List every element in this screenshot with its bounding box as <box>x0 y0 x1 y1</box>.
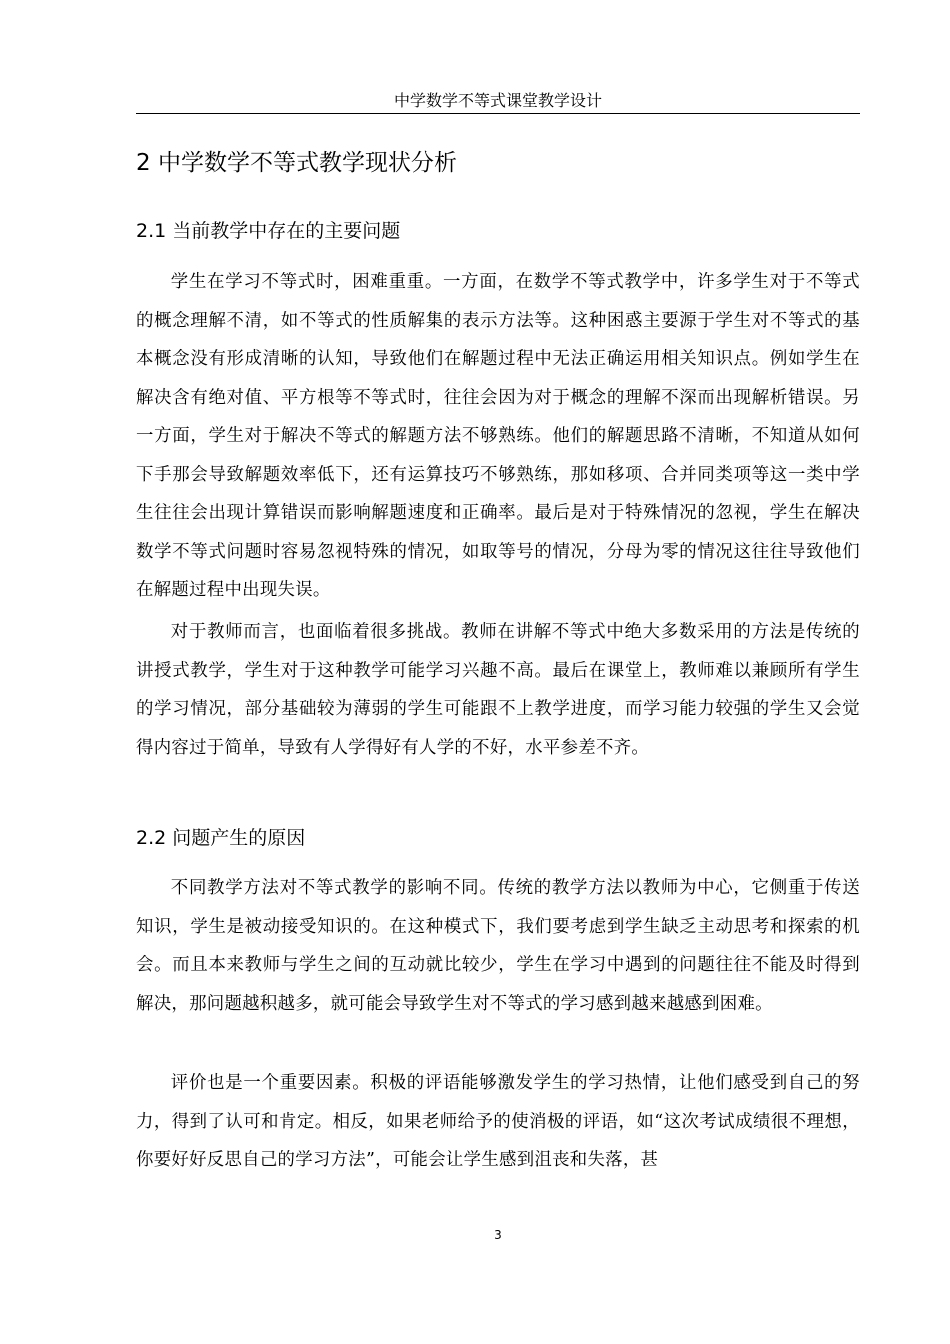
paragraph: 不同教学方法对不等式教学的影响不同。传统的教学方法以教师为中心，它侧重于传送知识，学生是被动接受知识的。在这种模式下，我们要考虑到学生缺乏主动思考和探索的机会。而且本来教师与学生之间的互动就比较少，学生在学习中遇到的问题往往不能及时得到解决，那问题越积越多，就可能会导致学生对不等式的学习感到越来越感到困难。 <box>136 878 860 1014</box>
paragraph: 学生在学习不等式时，困难重重。一方面，在数学不等式教学中，许多学生对于不等式的概念理解不清，如不等式的性质解集的表示方法等。这种困惑主要源于学生对不等式的基本概念没有形成清晰的认知，导致他们在解题过程中无法正确运用相关知识点。例如学生在解决含有绝对值、平方根等不等式时，往往会因为对于概念的理解不深而出现解析错误。另一方面，学生对于解决不等式的解题方法不够熟练。他们的解题思路不清晰，不知道从如何下手那会导致解题效率低下，还有运算技巧不够熟练，那如移项、合并同类项等这一类中学生往往会出现计算错误而影响解题速度和正确率。最后是对于特殊情况的忽视，学生在解决数学不等式问题时容易忽视特殊的情况，如取等号的情况，分母为零的情况这往往导致他们在解题过程中出现失误。 <box>136 272 860 600</box>
page-number: 3 <box>494 1228 502 1242</box>
section-title-2-2: 2.2 问题产生的原因 <box>136 827 306 849</box>
section-title-2-1: 2.1 当前教学中存在的主要问题 <box>136 220 401 242</box>
running-header: 中学数学不等式课堂教学设计 <box>393 91 602 110</box>
chapter-title: 2 中学数学不等式教学现状分析 <box>136 150 457 176</box>
header-rule <box>136 113 860 114</box>
paragraph: 对于教师而言，也面临着很多挑战。教师在讲解不等式中绝大多数采用的方法是传统的讲授式教学，学生对于这种教学可能学习兴趣不高。最后在课堂上，教师难以兼顾所有学生的学习情况，部分基础较为薄弱的学生可能跟不上教学进度，而学习能力较强的学生又会觉得内容过于简单，导致有人学得好有人学的不好，水平参差不齐。 <box>136 622 860 758</box>
paragraph: 评价也是一个重要因素。积极的评语能够激发学生的学习热情，让他们感受到自己的努力，得到了认可和肯定。相反，如果老师给予的使消极的评语，如“这次考试成绩很不理想，你要好好反思自己的学习方法”，可能会让学生感到沮丧和失落，甚 <box>136 1073 860 1170</box>
